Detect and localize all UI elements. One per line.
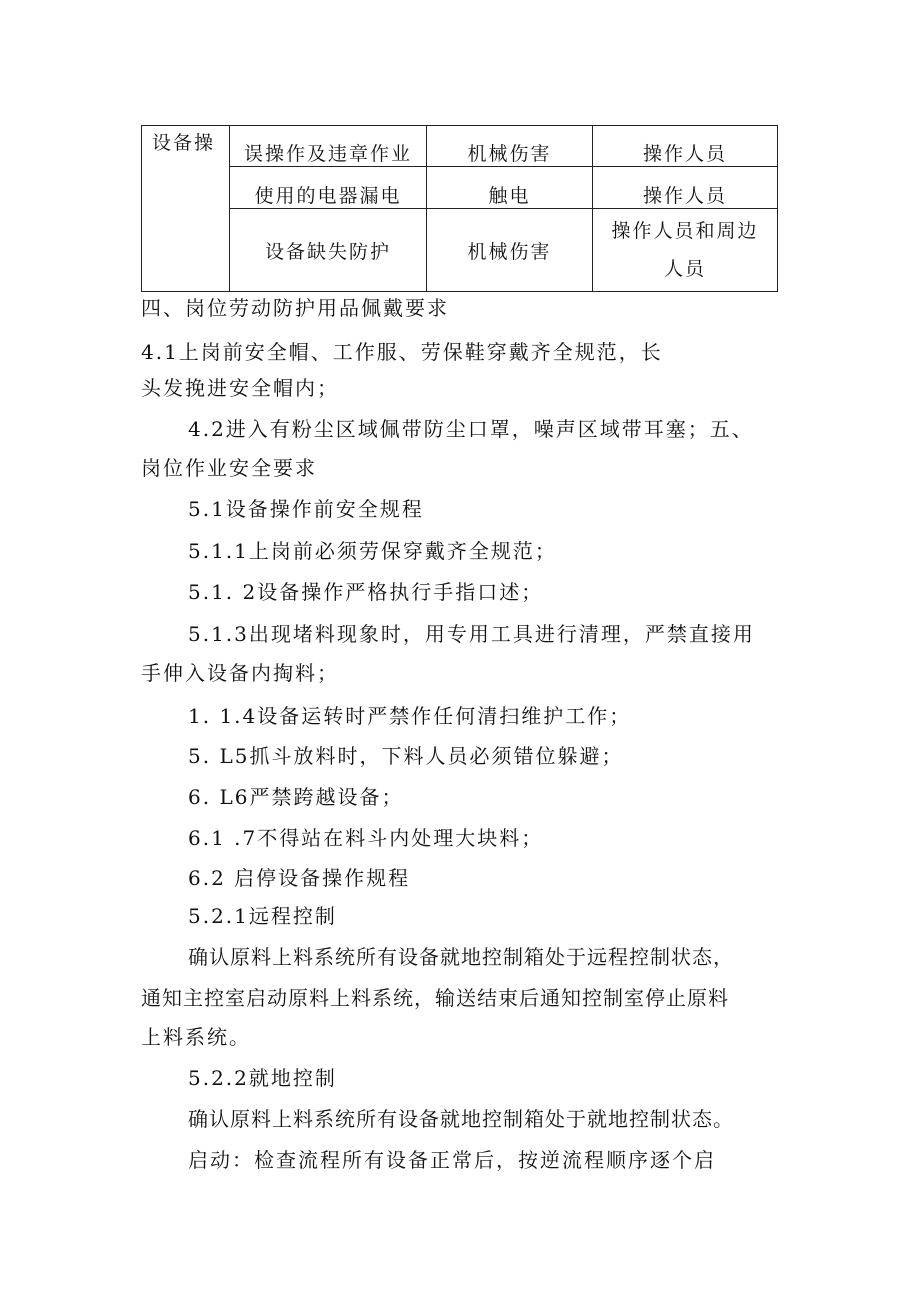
text-line: 上料系统。 bbox=[141, 1025, 251, 1049]
text-line: 4.2进入有粉尘区域佩带防尘口罩，噪声区域带耳塞；五、 bbox=[188, 417, 754, 441]
table-cell-persons bbox=[593, 209, 778, 292]
persons-line: 操作人员和周边 bbox=[611, 220, 759, 242]
table-cell-harm: 触电 bbox=[427, 167, 593, 209]
text-line: 5.1.1上岗前必须劳保穿戴齐全规范； bbox=[188, 539, 557, 563]
table-cell-persons: 操作人员 bbox=[593, 167, 778, 209]
text-line: 手伸入设备内掏料； bbox=[141, 661, 339, 685]
text-line: 6.1 .7不得站在料斗内处理大块料； bbox=[188, 826, 544, 850]
table-cell-harm: 机械伤害 bbox=[427, 209, 593, 292]
text-line: 通知主控室启动原料上料系统，输送结束后通知控制室停止原料 bbox=[141, 986, 729, 1010]
text-line: 5.2.1远程控制 bbox=[188, 904, 337, 928]
text-line: 5.1. 2设备操作严格执行手指口述； bbox=[188, 580, 544, 604]
table-cell-persons: 操作人员 bbox=[593, 126, 778, 167]
section-heading: 岗位作业安全要求 bbox=[141, 456, 317, 480]
table-cell-cause: 误操作及违章作业 bbox=[230, 126, 427, 167]
text-line: 5.2.2就地控制 bbox=[188, 1066, 337, 1090]
table-row-header: 设备操 bbox=[142, 126, 230, 292]
section-heading: 四、岗位劳动防护用品佩戴要求 bbox=[141, 296, 449, 320]
text-line: 启动：检查流程所有设备正常后，按逆流程顺序逐个启 bbox=[188, 1148, 716, 1172]
text-line: 确认原料上料系统所有设备就地控制箱处于远程控制状态， bbox=[188, 945, 734, 969]
text-line: 确认原料上料系统所有设备就地控制箱处于就地控制状态。 bbox=[188, 1107, 734, 1131]
table-cell-cause: 设备缺失防护 bbox=[230, 209, 427, 292]
text-line: 4.1上岗前安全帽、工作服、劳保鞋穿戴齐全规范，长 bbox=[141, 340, 663, 364]
table-row bbox=[142, 167, 778, 209]
table-cell-cause: 使用的电器漏电 bbox=[230, 167, 427, 209]
text-line: 5.1.3出现堵料现象时，用专用工具进行清理，严禁直接用 bbox=[188, 622, 755, 646]
text-line: 头发挽进安全帽内； bbox=[141, 376, 339, 400]
text-line: 5.1设备操作前安全规程 bbox=[188, 497, 424, 521]
table-row bbox=[142, 126, 778, 167]
risk-table bbox=[141, 125, 778, 292]
text-line: 1. 1.4设备运转时严禁作任何清扫维护工作； bbox=[188, 704, 632, 728]
persons-line: 人员 bbox=[663, 258, 706, 280]
table-row bbox=[142, 209, 778, 292]
table-cell-harm: 机械伤害 bbox=[427, 126, 593, 167]
text-line: 5. L5抓斗放料时，下料人员必须错位躲避； bbox=[188, 744, 624, 768]
text-line: 6.2 启停设备操作规程 bbox=[188, 866, 411, 890]
text-line: 6. L6严禁跨越设备； bbox=[188, 785, 404, 809]
